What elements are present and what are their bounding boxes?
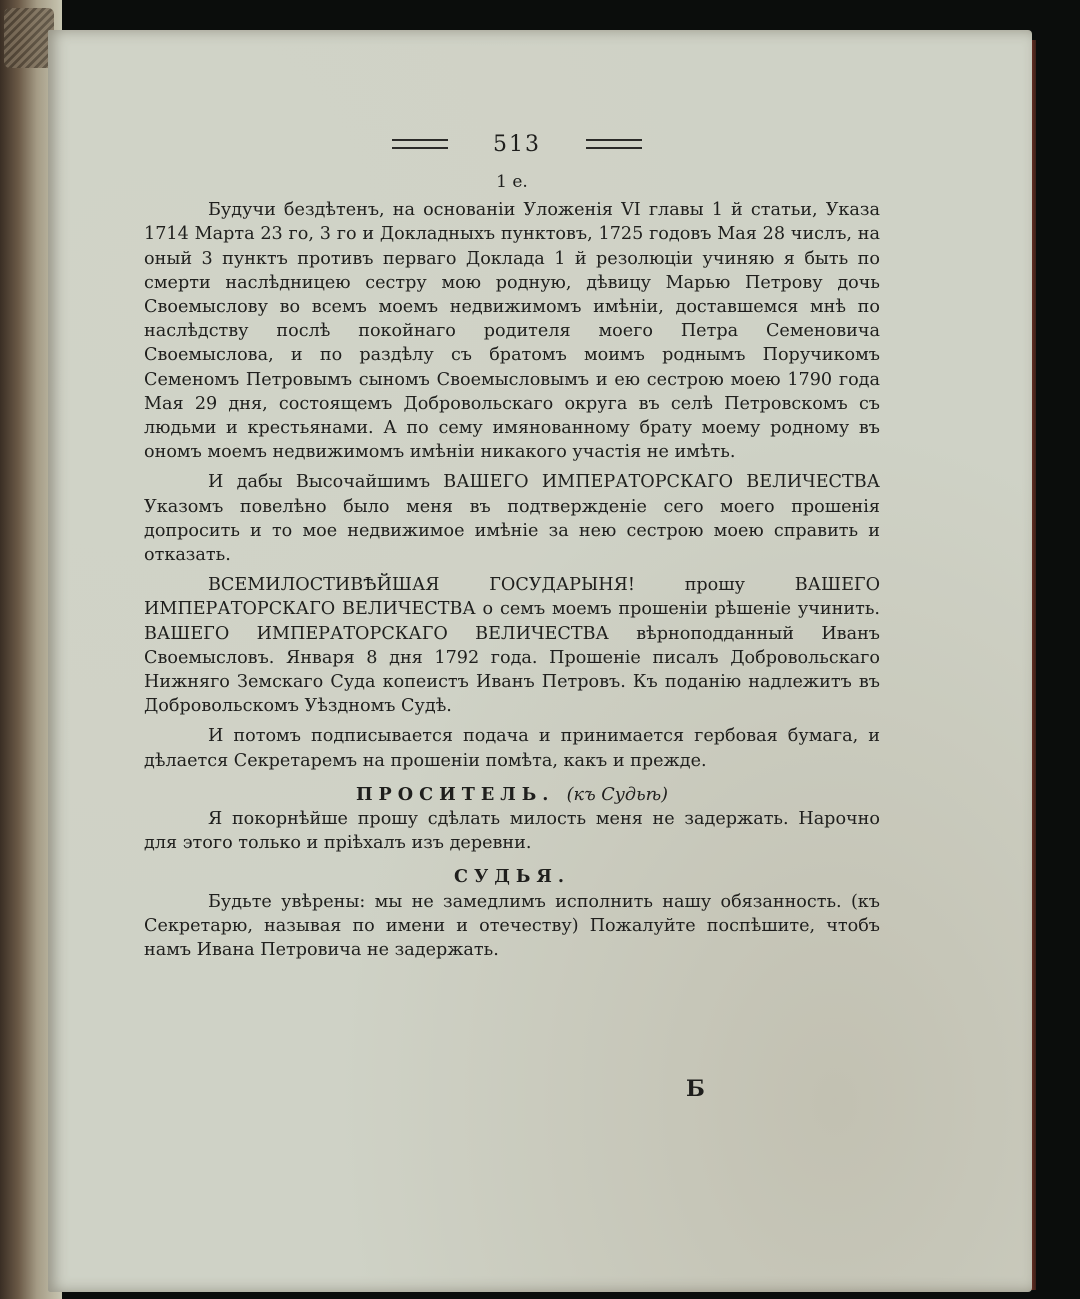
paragraph: Будучи бездѣтенъ, на основаніи Уложенія VI главы 1 й статьи, Указа 1714 Марта 23 го, 3 го и Докладныхъ пунктовъ, 1725 годовъ Мая 28 числъ, на оный 3 пунктъ противъ перваго Доклада 1 й резолюціи учиняю я быть по смерти наслѣдницею сестру мою родную, дѣвицу Марью Петрову дочь Своемыслову во всемъ моемъ недвижимомъ имѣніи, доставшемся мнѣ по наслѣдству послѣ покойнаго родителя моего Петра Семеновича Своемыслова, и по раздѣлу съ братомъ моимъ роднымъ Поручикомъ Семеномъ Петровымъ сыномъ Своемысловымъ и ею сестрою моею 1790 года Мая 29 дня, состоящемъ Добровольскаго округа въ селѣ Петровскомъ съ людьми и крестьянами. А по сему имянованному брату моему родному въ ономъ моемъ недвижимомъ имѣніи никакого участія не имѣть. xyxy=(144,200,880,463)
item-label: 1 е. xyxy=(496,172,528,192)
paragraph: И дабы Высочайшимъ ВАШЕГО ИМПЕРАТОРСКАГО ВЕЛИЧЕСТВА Указомъ повелѣно было меня въ подтвержденіе сего моего прошенія допросить и то мое недвижимое имѣніе за нею сестрою моею справить и отказать. xyxy=(144,472,880,566)
binding-thread xyxy=(4,8,54,68)
speaker-name: ПРОСИТЕЛЬ. xyxy=(355,783,555,805)
paragraph: ВСЕМИЛОСТИВѢЙШАЯ ГОСУДАРЫНЯ! прошу ВАШЕГО ИМПЕРАТОРСКАГО ВЕЛИЧЕСТВА о семъ моемъ прошеніи рѣшеніе учинить. ВАШЕГО ИМПЕРАТОРСКАГО ВЕЛИЧЕСТВА вѣрноподданный Иванъ Своемысловъ. Января 8 дня 1792 года. Прошеніе писалъ Добровольскаго Нижняго Земскаго Суда копеистъ Иванъ Петровъ. Къ поданію надлежитъ въ Добровольскомъ Уѣздномъ Судѣ. xyxy=(144,575,880,717)
header-rule-right xyxy=(586,139,642,149)
speaker-heading xyxy=(144,783,880,807)
dialogue-line: Будьте увѣрены: мы не замедлимъ исполнить нашу обязанность. (къ Секретарю, называя по имени и отечеству) Пожалуйте поспѣшите, чтобъ намъ Ивана Петровича не задержать. xyxy=(144,891,880,961)
page-number: 513 xyxy=(493,131,541,157)
paragraph: И потомъ подписывается подача и принимается гербовая бумага, и дѣлается Секретаремъ на прошеніи помѣта, какъ и прежде. xyxy=(144,726,880,771)
dialogue-line: Я покорнѣйше прошу сдѣлать милость меня не задержать. Нарочно для этого только и пріѣхалъ изъ деревни. xyxy=(144,809,880,854)
page-text xyxy=(144,170,880,962)
page-header xyxy=(392,128,642,160)
header-rule-left xyxy=(392,139,448,149)
stage-direction: (къ Судьѣ) xyxy=(566,784,669,805)
speaker-name: СУДЬЯ. xyxy=(453,866,571,888)
speaker-heading xyxy=(144,865,880,889)
signature-mark: Б xyxy=(686,1076,705,1102)
